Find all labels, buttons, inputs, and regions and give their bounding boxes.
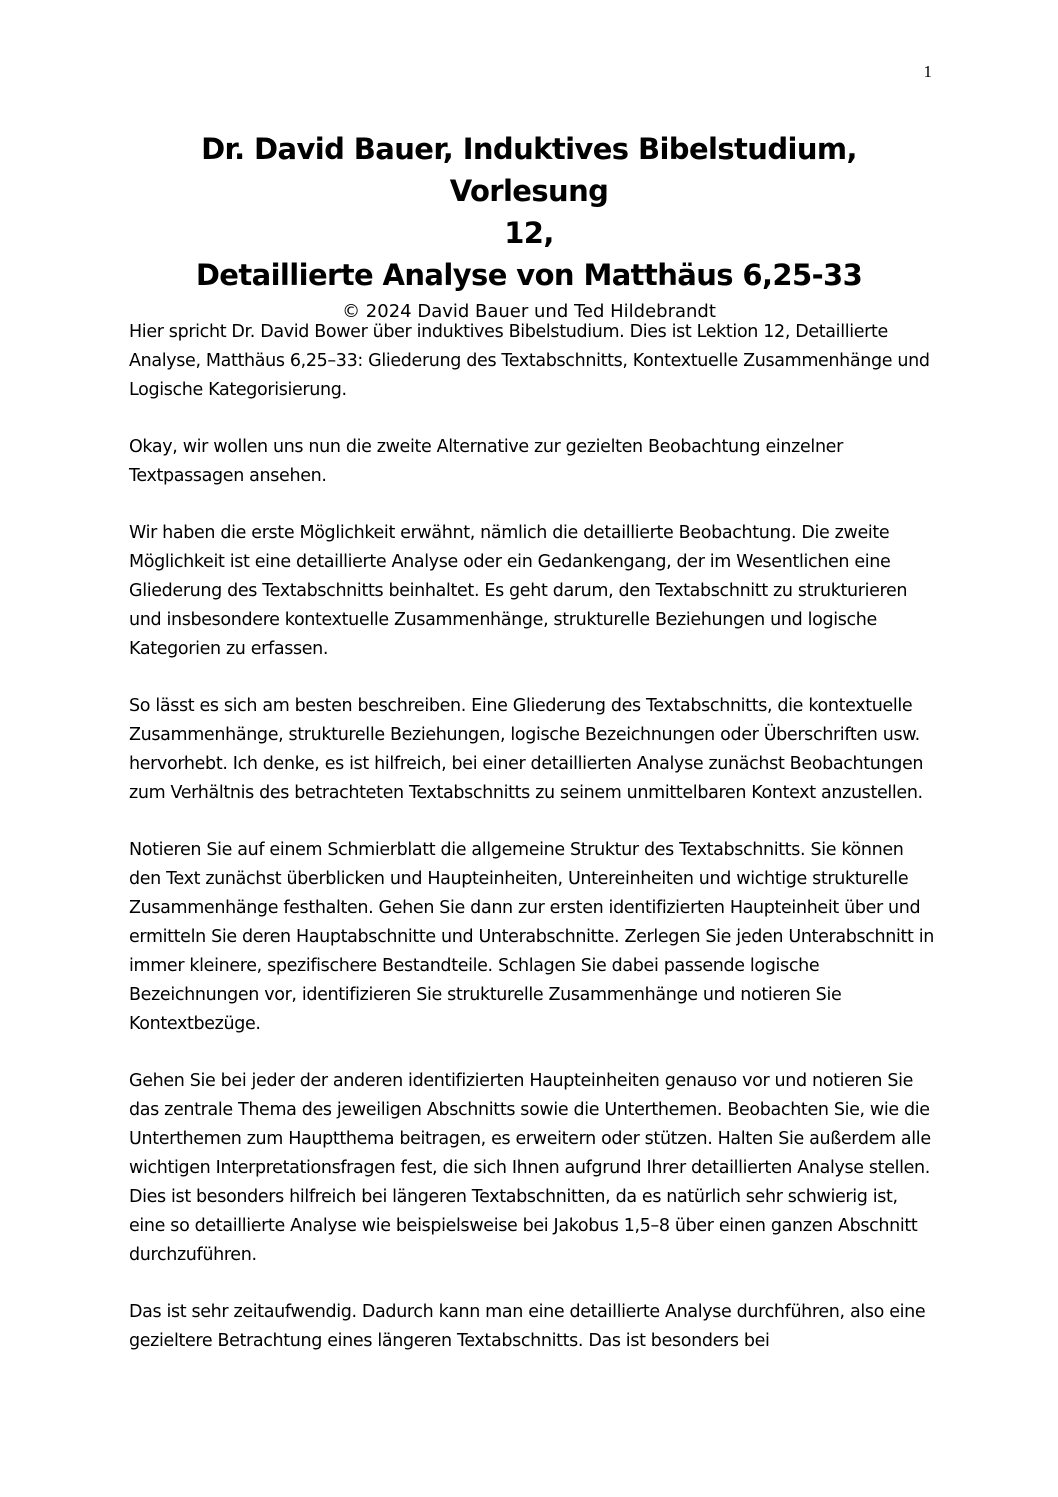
- title-block: [126, 128, 932, 326]
- body-text: [129, 318, 935, 1384]
- paragraph-6: Gehen Sie bei jeder der anderen identifizierten Haupteinheiten genauso vor und notieren Sie das zentrale Thema des jeweiligen Abschnitts sowie die Unterthemen. Beobachten Sie, wie die Unterthemen zum Hauptthema beitragen, es erweitern oder stützen. Halten Sie außerdem alle wichtigen Interpretationsfragen fest, die sich Ihnen aufgrund Ihrer detaillierten Analyse stellen. Dies ist besonders hilfreich bei längeren Textabschnitten, da es natürlich sehr schwierig ist, eine so detaillierte Analyse wie beispielsweise bei Jakobus 1,5–8 über einen ganzen Abschnitt durchzuführen.: [129, 1071, 931, 1265]
- paragraph-4: So lässt es sich am besten beschreiben. Eine Gliederung des Textabschnitts, die kontextuelle Zusammenhänge, strukturelle Beziehungen, logische Bezeichnungen oder Überschriften usw. hervorhebt. Ich denke, es ist hilfreich, bei einer detaillierten Analyse zunächst Beobachtungen zum Verhältnis des betrachteten Textabschnitts zu seinem unmittelbaren Kontext anzustellen.: [129, 696, 924, 803]
- paragraph-3: Wir haben die erste Möglichkeit erwähnt, nämlich die detaillierte Beobachtung. Die zweite Möglichkeit ist eine detaillierte Analyse oder ein Gedankengang, der im Wesentlichen eine Gliederung des Textabschnitts beinhaltet. Es geht darum, den Textabschnitt zu strukturieren und insbesondere kontextuelle Zusammenhänge, strukturelle Beziehungen und logische Kategorien zu erfassen.: [129, 523, 908, 659]
- paragraph-2: Okay, wir wollen uns nun die zweite Alternative zur gezielten Beobachtung einzelner Textpassagen ansehen.: [129, 437, 843, 486]
- paragraph-5: Notieren Sie auf einem Schmierblatt die allgemeine Struktur des Textabschnitts. Sie können den Text zunächst überblicken und Haupteinheiten, Untereinheiten und wichtige strukturelle Zusammenhänge festhalten. Gehen Sie dann zur ersten identifizierten Haupteinheit über und ermitteln Sie deren Hauptabschnitte und Unterabschnitte. Zerlegen Sie jeden Unterabschnitt in immer kleinere, spezifischere Bestandteile. Schlagen Sie dabei passende logische Bezeichnungen vor, identifizieren Sie strukturelle Zusammenhänge und notieren Sie Kontextbezüge.: [129, 840, 934, 1034]
- title-line-3: Detaillierte Analyse von Matthäus 6,25-33: [195, 258, 863, 292]
- title-line-1: Dr. David Bauer, Induktives Bibelstudium, Vorlesung: [201, 132, 857, 208]
- copyright-notice: © 2024 David Bauer und Ted Hildebrandt: [342, 301, 716, 322]
- title-line-2: 12,: [504, 216, 554, 250]
- paragraph-7: Das ist sehr zeitaufwendig. Dadurch kann man eine detaillierte Analyse durchführen, also eine gezieltere Betrachtung eines längeren Textabschnitts. Das ist besonders bei: [129, 1302, 926, 1351]
- page-number: 1: [923, 62, 932, 81]
- paragraph-1: Hier spricht Dr. David Bower über induktives Bibelstudium. Dies ist Lektion 12, Detaillierte Analyse, Matthäus 6,25–33: Gliederung des Textabschnitts, Kontextuelle Zusammenhänge und Logische Kategorisierung.: [129, 322, 930, 400]
